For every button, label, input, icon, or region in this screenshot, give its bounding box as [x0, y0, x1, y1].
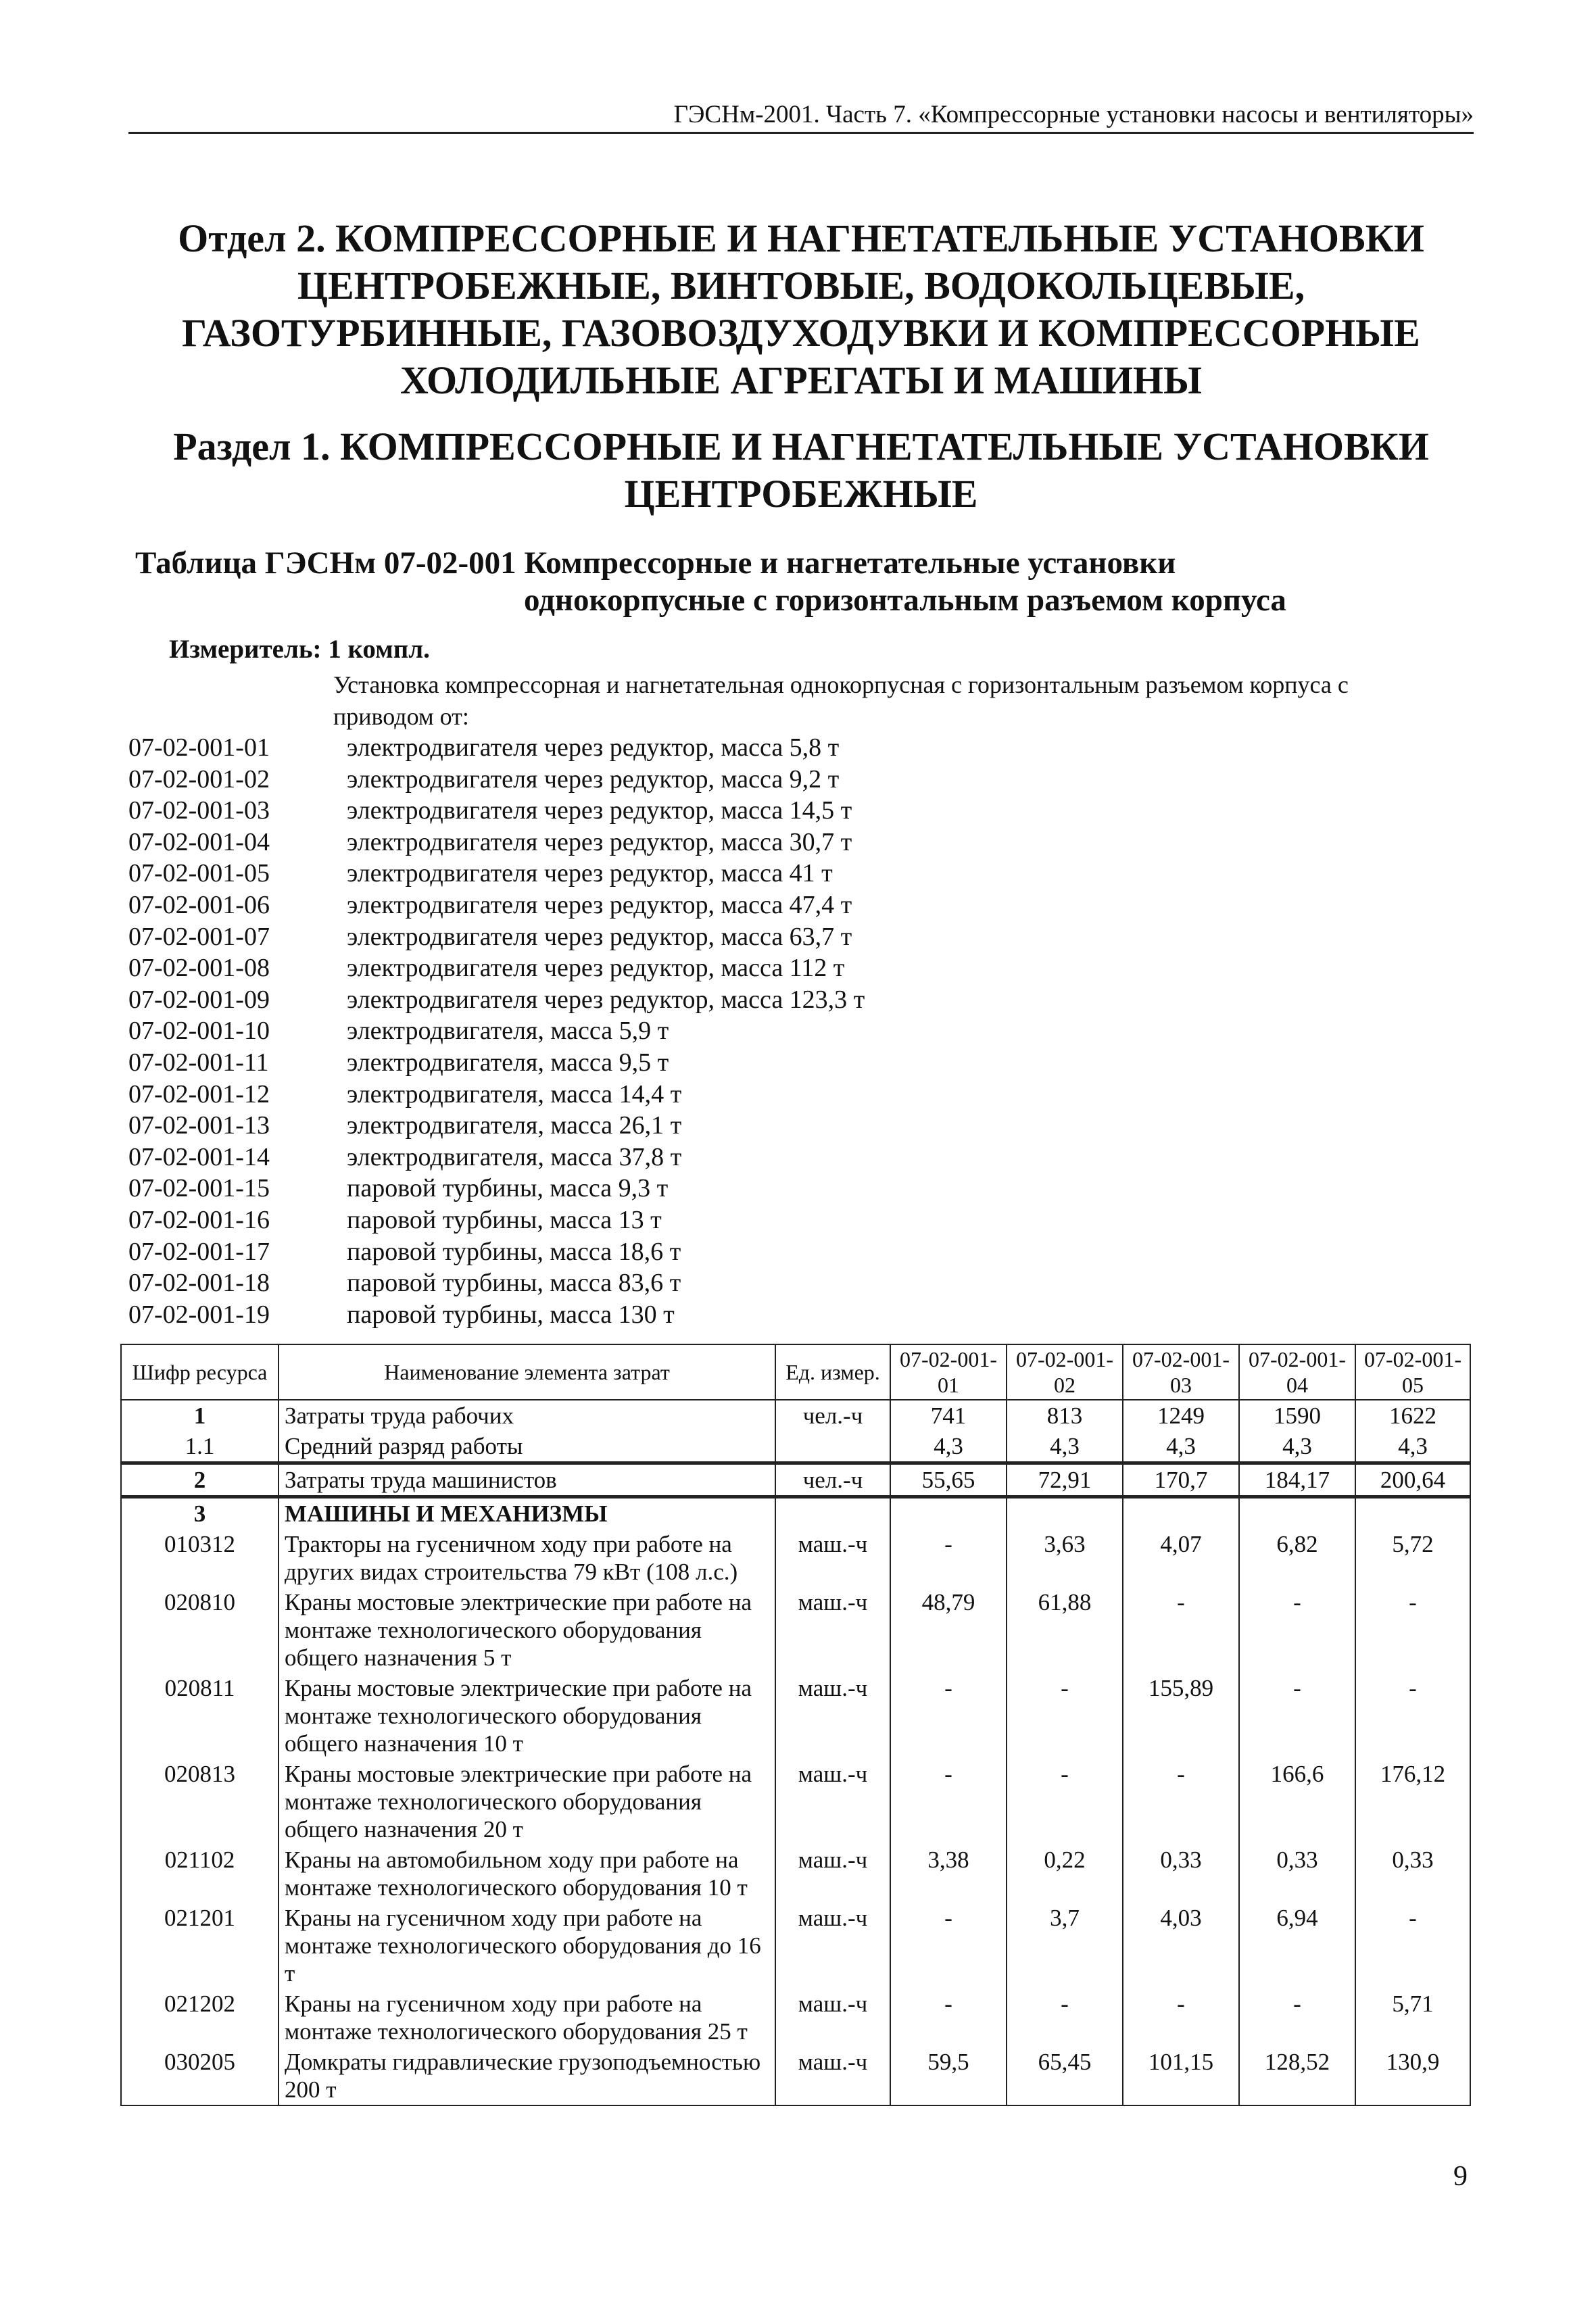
code-list-item [128, 921, 865, 953]
row-value: 5,72 [1355, 1529, 1470, 1587]
code-description: паровой турбины, масса 130 т [347, 1300, 675, 1329]
running-header: ГЭСНм-2001. Часть 7. «Компрессорные установки насосы и вентиляторы» [128, 100, 1474, 134]
code-id: 07-02-001-07 [128, 922, 270, 951]
table-row [121, 2047, 1470, 2105]
header-name: Наименование элемента затрат [279, 1344, 775, 1400]
code-list-item [128, 827, 865, 858]
row-value: 741 [890, 1400, 1007, 1431]
code-id: 07-02-001-15 [128, 1174, 270, 1203]
row-name: Затраты труда машинистов [279, 1463, 775, 1497]
row-name: Затраты труда рабочих [279, 1400, 775, 1431]
page-number: 9 [1453, 2161, 1468, 2192]
row-code: 021201 [121, 1903, 279, 1989]
table-row [121, 1845, 1470, 1903]
row-code: 1.1 [121, 1431, 279, 1463]
code-id: 07-02-001-14 [128, 1142, 270, 1171]
code-description: электродвигателя через редуктор, масса 30,7 т [347, 827, 852, 856]
code-description: электродвигателя, масса 9,5 т [347, 1048, 669, 1077]
row-value: - [1239, 1989, 1355, 2047]
table-row [121, 1529, 1470, 1587]
header-col: 07-02-001-03 [1123, 1344, 1239, 1400]
row-unit: маш.-ч [775, 2047, 890, 2105]
resource-table [120, 1344, 1471, 2106]
code-id: 07-02-001-12 [128, 1079, 270, 1108]
row-value: 4,3 [1239, 1431, 1355, 1463]
code-description: электродвигателя, масса 26,1 т [347, 1111, 682, 1140]
row-code: 021202 [121, 1989, 279, 2047]
row-value: 1622 [1355, 1400, 1470, 1431]
intro-text: Установка компрессорная и нагнетательная однокорпусная с горизонтальным разъемом корпуса с приводом от: [333, 671, 1349, 730]
meter: Измеритель: 1 компл. [169, 635, 430, 664]
department-title-line: Отдел 2. КОМПРЕССОРНЫЕ И НАГНЕТАТЕЛЬНЫЕ УСТАНОВКИ [178, 216, 1424, 260]
code-id: 07-02-001-09 [128, 985, 270, 1014]
row-unit: маш.-ч [775, 1903, 890, 1989]
code-description: электродвигателя через редуктор, масса 41 т [347, 859, 833, 888]
code-description: паровой турбины, масса 13 т [347, 1205, 662, 1234]
row-unit: маш.-ч [775, 1845, 890, 1903]
table-row [121, 1989, 1470, 2047]
table-title-line2: однокорпусные с горизонтальным разъемом корпуса [524, 583, 1286, 618]
header-code: Шифр ресурса [121, 1344, 279, 1400]
department-title-line: ЦЕНТРОБЕЖНЫЕ, ВИНТОВЫЕ, ВОДОКОЛЬЦЕВЫЕ, [297, 264, 1305, 308]
row-value [890, 1497, 1007, 1530]
row-code: 020811 [121, 1673, 279, 1759]
code-list-item [128, 1047, 865, 1079]
department-title-line: ГАЗОТУРБИННЫЕ, ГАЗОВОЗДУХОДУВКИ И КОМПРЕССОРНЫЕ [182, 311, 1420, 355]
row-value: - [1123, 1587, 1239, 1673]
row-value: - [890, 1759, 1007, 1845]
table-row [121, 1431, 1470, 1463]
row-name: Краны на гусеничном ходу при работе на монтаже технологического оборудования 25 т [279, 1989, 775, 2047]
code-list-item [128, 795, 865, 827]
code-description: паровой турбины, масса 18,6 т [347, 1237, 681, 1266]
row-value: - [1355, 1903, 1470, 1989]
row-code: 1 [121, 1400, 279, 1431]
code-id: 07-02-001-16 [128, 1205, 270, 1234]
row-value: 170,7 [1123, 1463, 1239, 1497]
table-title-line1: Таблица ГЭСНм 07-02-001 Компрессорные и нагнетательные установки [135, 545, 1176, 581]
header-unit: Ед. измер. [775, 1344, 890, 1400]
code-description: электродвигателя, масса 5,9 т [347, 1017, 669, 1046]
code-description: электродвигателя, масса 37,8 т [347, 1142, 682, 1171]
department-title [128, 215, 1474, 404]
code-id: 07-02-001-03 [128, 796, 270, 825]
row-value: 813 [1007, 1400, 1123, 1431]
table-row [121, 1463, 1470, 1497]
code-id: 07-02-001-17 [128, 1237, 270, 1266]
row-name: Краны мостовые электрические при работе на монтаже технологического оборудования общего назначения 5 т [279, 1587, 775, 1673]
row-unit: маш.-ч [775, 1759, 890, 1845]
code-list-item [128, 1110, 865, 1142]
code-list-item [128, 732, 865, 764]
row-value: 128,52 [1239, 2047, 1355, 2105]
code-description: электродвигателя через редуктор, масса 63,7 т [347, 922, 852, 951]
row-unit: чел.-ч [775, 1463, 890, 1497]
row-value: - [1355, 1587, 1470, 1673]
code-id: 07-02-001-01 [128, 733, 270, 762]
row-value: 4,3 [890, 1431, 1007, 1463]
code-list-item [128, 1299, 865, 1331]
row-name: Краны мостовые электрические при работе на монтаже технологического оборудования общего назначения 10 т [279, 1673, 775, 1759]
row-value: - [890, 1673, 1007, 1759]
row-value: - [1007, 1989, 1123, 2047]
row-code: 020810 [121, 1587, 279, 1673]
row-value [1239, 1497, 1355, 1530]
row-code: 021102 [121, 1845, 279, 1903]
row-unit: маш.-ч [775, 1587, 890, 1673]
row-value: 184,17 [1239, 1463, 1355, 1497]
row-name: Краны на гусеничном ходу при работе на монтаже технологического оборудования до 16 т [279, 1903, 775, 1989]
row-value [1123, 1497, 1239, 1530]
code-description: электродвигателя, масса 14,4 т [347, 1079, 682, 1108]
row-value: 6,94 [1239, 1903, 1355, 1989]
row-value: 3,63 [1007, 1529, 1123, 1587]
code-id: 07-02-001-04 [128, 827, 270, 856]
code-list-item [128, 1173, 865, 1204]
code-id: 07-02-001-11 [128, 1048, 269, 1077]
row-value: 6,82 [1239, 1529, 1355, 1587]
row-value: 1590 [1239, 1400, 1355, 1431]
row-value: - [1239, 1587, 1355, 1673]
section-title [128, 423, 1474, 518]
row-value: - [1239, 1673, 1355, 1759]
row-value: 1249 [1123, 1400, 1239, 1431]
row-name: Домкраты гидравлические грузоподъемностью 200 т [279, 2047, 775, 2105]
row-unit: маш.-ч [775, 1673, 890, 1759]
row-unit: чел.-ч [775, 1400, 890, 1431]
row-value: 4,03 [1123, 1903, 1239, 1989]
code-list-item [128, 1142, 865, 1173]
row-value: 0,33 [1239, 1845, 1355, 1903]
code-list-item [128, 1079, 865, 1111]
row-name: МАШИНЫ И МЕХАНИЗМЫ [279, 1497, 775, 1530]
row-unit: маш.-ч [775, 1529, 890, 1587]
table-row [121, 1759, 1470, 1845]
department-title-line: ХОЛОДИЛЬНЫЕ АГРЕГАТЫ И МАШИНЫ [400, 358, 1202, 402]
code-description: электродвигателя через редуктор, масса 14,5 т [347, 796, 852, 825]
header-col: 07-02-001-05 [1355, 1344, 1470, 1400]
code-description: электродвигателя через редуктор, масса 5,8 т [347, 733, 840, 762]
code-id: 07-02-001-02 [128, 764, 270, 794]
row-value: 4,07 [1123, 1529, 1239, 1587]
code-id: 07-02-001-05 [128, 859, 270, 888]
code-list-item [128, 858, 865, 890]
code-description: паровой турбины, масса 9,3 т [347, 1174, 669, 1203]
table-title [135, 545, 1420, 619]
row-value: 55,65 [890, 1463, 1007, 1497]
code-id: 07-02-001-13 [128, 1111, 270, 1140]
row-unit [775, 1431, 890, 1463]
row-code: 020813 [121, 1759, 279, 1845]
row-value: 48,79 [890, 1587, 1007, 1673]
row-value: 5,71 [1355, 1989, 1470, 2047]
row-unit: маш.-ч [775, 1989, 890, 2047]
row-value: 0,22 [1007, 1845, 1123, 1903]
row-unit [775, 1497, 890, 1530]
row-value: 61,88 [1007, 1587, 1123, 1673]
code-list-item [128, 1015, 865, 1047]
code-list-item [128, 1267, 865, 1299]
row-value [1007, 1497, 1123, 1530]
code-description: электродвигателя через редуктор, масса 47,4 т [347, 890, 852, 919]
code-description: электродвигателя через редуктор, масса 9,2 т [347, 764, 840, 794]
code-id: 07-02-001-18 [128, 1269, 270, 1298]
row-value: 0,33 [1123, 1845, 1239, 1903]
code-list-item [128, 890, 865, 921]
code-list-item [128, 1204, 865, 1236]
code-list [128, 732, 865, 1330]
row-name: Средний разряд работы [279, 1431, 775, 1463]
row-value: 166,6 [1239, 1759, 1355, 1845]
code-list-item [128, 952, 865, 984]
row-value: - [890, 1989, 1007, 2047]
code-id: 07-02-001-19 [128, 1300, 270, 1329]
row-value: - [1123, 1759, 1239, 1845]
table-row [121, 1903, 1470, 1989]
row-value: 3,7 [1007, 1903, 1123, 1989]
code-list-item [128, 764, 865, 796]
row-value: - [890, 1903, 1007, 1989]
code-id: 07-02-001-06 [128, 890, 270, 919]
row-value: 59,5 [890, 2047, 1007, 2105]
row-value: 130,9 [1355, 2047, 1470, 2105]
row-value: 4,3 [1355, 1431, 1470, 1463]
row-name: Краны на автомобильном ходу при работе на монтаже технологического оборудования 10 т [279, 1845, 775, 1903]
row-value: 3,38 [890, 1845, 1007, 1903]
row-value: - [1355, 1673, 1470, 1759]
code-description: электродвигателя через редуктор, масса 123,3 т [347, 985, 865, 1014]
header-col: 07-02-001-02 [1007, 1344, 1123, 1400]
row-value: - [1123, 1989, 1239, 2047]
row-code: 2 [121, 1463, 279, 1497]
code-list-item [128, 1236, 865, 1268]
row-value [1355, 1497, 1470, 1530]
row-value: - [1007, 1759, 1123, 1845]
code-description: паровой турбины, масса 83,6 т [347, 1269, 681, 1298]
code-id: 07-02-001-10 [128, 1017, 270, 1046]
header-col: 07-02-001-01 [890, 1344, 1007, 1400]
row-code: 3 [121, 1497, 279, 1530]
row-code: 030205 [121, 2047, 279, 2105]
section-title-line: ЦЕНТРОБЕЖНЫЕ [624, 472, 978, 516]
row-value: 200,64 [1355, 1463, 1470, 1497]
row-name: Краны мостовые электрические при работе на монтаже технологического оборудования общего назначения 20 т [279, 1759, 775, 1845]
header-col: 07-02-001-04 [1239, 1344, 1355, 1400]
row-value: 0,33 [1355, 1845, 1470, 1903]
row-value: 176,12 [1355, 1759, 1470, 1845]
table-row [121, 1497, 1470, 1530]
row-name: Тракторы на гусеничном ходу при работе на других видах строительства 79 кВт (108 л.с.) [279, 1529, 775, 1587]
table-row [121, 1587, 1470, 1673]
table-row [121, 1673, 1470, 1759]
code-id: 07-02-001-08 [128, 954, 270, 983]
row-code: 010312 [121, 1529, 279, 1587]
row-value: 4,3 [1007, 1431, 1123, 1463]
row-value: 155,89 [1123, 1673, 1239, 1759]
row-value: - [1007, 1673, 1123, 1759]
row-value: 72,91 [1007, 1463, 1123, 1497]
table-row [121, 1400, 1470, 1431]
row-value: 4,3 [1123, 1431, 1239, 1463]
section-title-line: Раздел 1. КОМПРЕССОРНЫЕ И НАГНЕТАТЕЛЬНЫЕ УСТАНОВКИ [173, 424, 1429, 468]
code-list-item [128, 984, 865, 1016]
code-description: электродвигателя через редуктор, масса 112 т [347, 954, 845, 983]
row-value: 65,45 [1007, 2047, 1123, 2105]
row-value: - [890, 1529, 1007, 1587]
row-value: 101,15 [1123, 2047, 1239, 2105]
